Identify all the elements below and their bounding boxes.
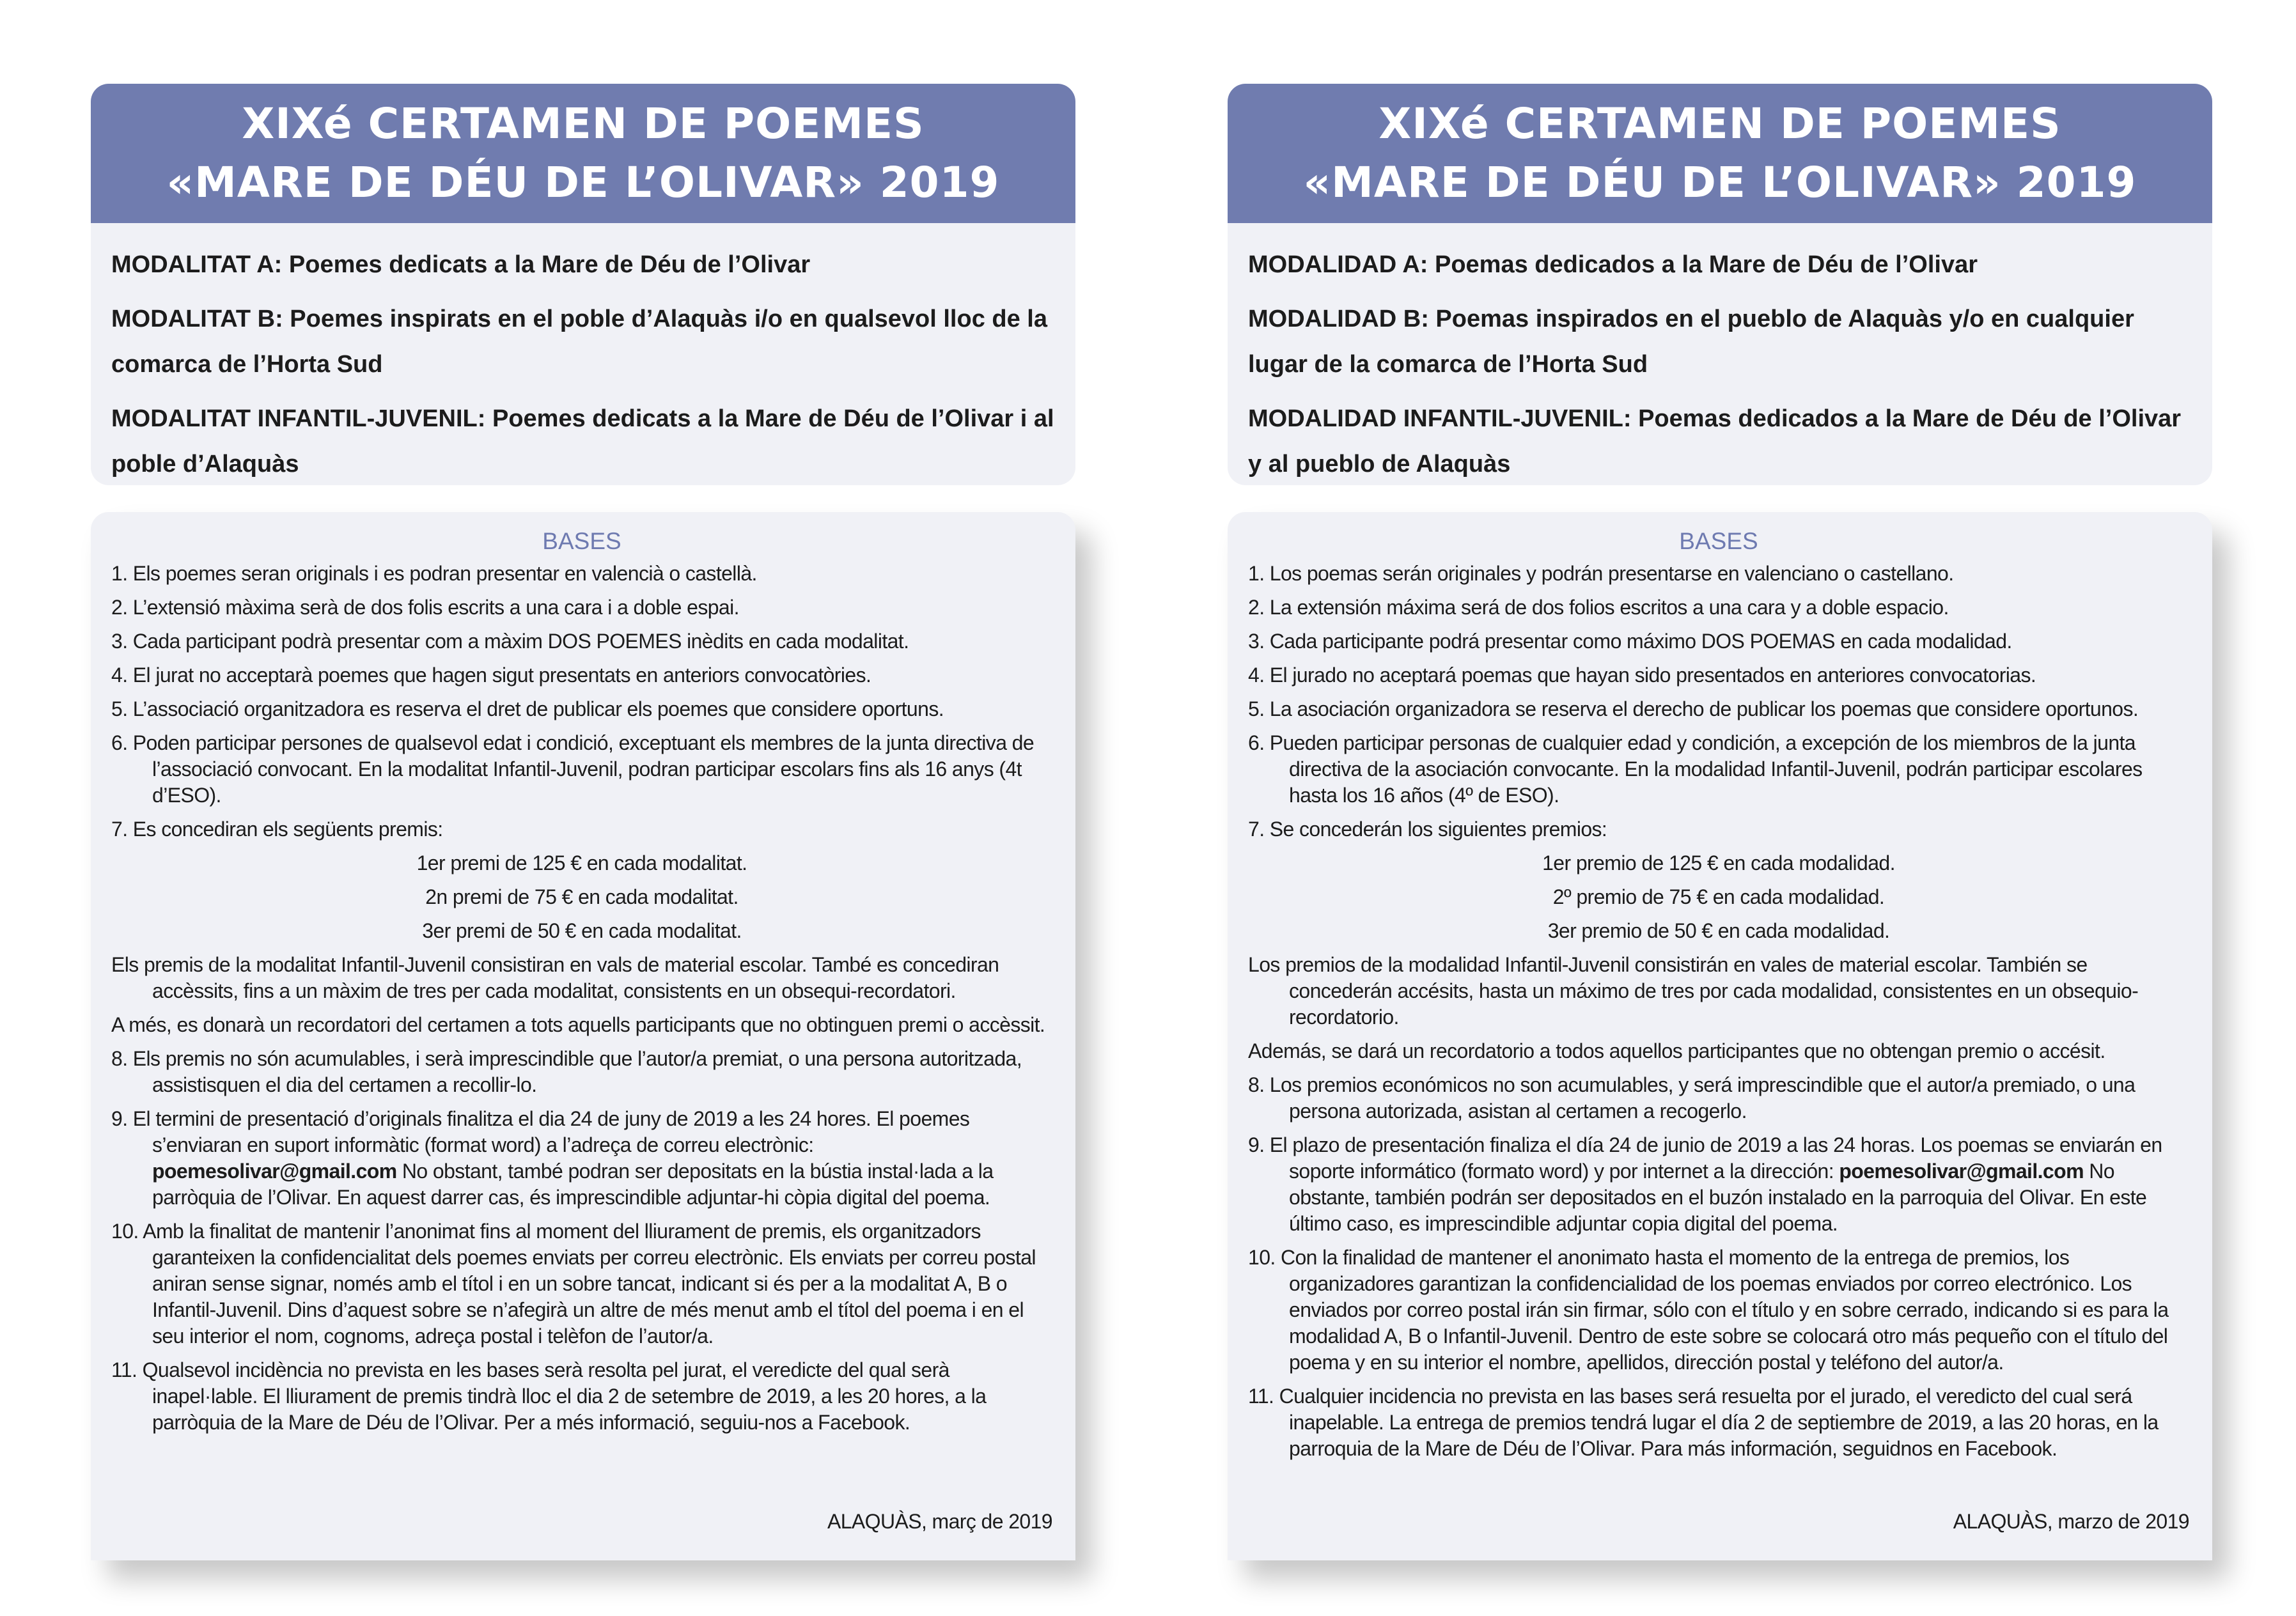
base-item-3: 3. Cada participant podrà presentar com a màxim DOS POEMES inèdits en cada modalitat. [111, 630, 909, 653]
base-item-9 [111, 1106, 1052, 1211]
place-date: ALAQUÀS, març de 2019 [827, 1510, 1052, 1533]
modality-a-label: MODALITAT A: [111, 251, 283, 278]
modality-infantil [1248, 396, 2193, 487]
base-item-1: 1. Los poemas serán originales y podrán presentarse en valenciano o castellano. [1248, 562, 1954, 585]
modality-b-text: Poemes inspirats en el poble d’Alaquàs i/o en qualsevol lloc de la comarca de l’Horta Sud [111, 306, 1047, 378]
modality-infantil-text: Poemes dedicats a la Mare de Déu de l’Olivar i al poble d’Alaquàs [111, 405, 1054, 478]
modality-a-text: Poemas dedicados a la Mare de Déu de l’Olivar [1428, 251, 1978, 278]
infantil-prizes-paragraph: Els premis de la modalitat Infantil-Juvenil consistiran en vals de material escolar. També es concediran accèssits, fins a un màxim de tres per cada modalitat, consistents en un obsequi-recordatori. [111, 953, 999, 1002]
title-line-2: «MARE DE DÉU DE L’OLIVAR» 2019 [1303, 158, 2137, 207]
base-item-5: 5. La asociación organizadora se reserva el derecho de publicar los poemas que considere oportunos. [1248, 697, 2139, 720]
base-item-8: 8. Los premios económicos no son acumulables, y será imprescindible que el autor/a premiado, o una persona autorizada, asistan al certamen a recogerlo. [1248, 1073, 2136, 1123]
base-item-8: 8. Els premis no són acumulables, i serà imprescindible que l’autor/a premiat, o una persona autoritzada, assistisquen el dia del certamen a recollir-lo. [111, 1047, 1022, 1096]
modality-infantil-label: MODALITAT INFANTIL-JUVENIL: [111, 405, 486, 432]
base-item-10: 10. Con la finalidad de mantener el anonimato hasta el momento de la entrega de premios, los organizadores garantizan la confidencialidad de los poemas enviados por correo electrónico. Los enviados por correo postal irán sin firmar, sólo con el título y en sobre cerrado, indicando si es para la modalidad A, B o Infantil-Juvenil. Dentro de este sobre se colocará otro más pequeño con el título del poema y en su interior el nombre, apellidos, dirección postal y teléfono del autor/a. [1248, 1246, 2169, 1374]
modality-infantil-text: Poemas dedicados a la Mare de Déu de l’Olivar y al pueblo de Alaquàs [1248, 405, 2182, 478]
base-item-9-text-a: 9. El plazo de presentación finaliza el día 24 de junio de 2019 a las 24 horas. Los poemas se enviarán en soporte informático (formato word) y por internet a la dirección: [1248, 1133, 2162, 1183]
base-item-5: 5. L’associació organitzadora es reserva el dret de publicar els poemes que considere oportuns. [111, 697, 944, 720]
bases-title: BASES [542, 528, 621, 554]
modality-infantil-label: MODALIDAD INFANTIL-JUVENIL: [1248, 405, 1632, 432]
base-item-11: 11. Qualsevol incidència no prevista en les bases serà resolta pel jurat, el veredicte del qual serà inapel·lable. El lliurament de premis tindrà lloc el dia 2 de setembre de 2019, a les 20 hores, a la parròquia de la Mare de Déu de l’Olivar. Per a més informació, seguiu-nos a Facebook. [111, 1358, 987, 1434]
base-item-9-text-b: No obstant, també podran ser depositats en la bústia instal·lada a la parròquia de l’Olivar. En aquest darrer cas, és imprescindible adjuntar-hi còpia digital del poema. [152, 1160, 994, 1209]
prize-second: 2º premio de 75 € en cada modalidad. [1552, 885, 1885, 908]
title-line-1: XIXé CERTAMEN DE POEMES [242, 99, 925, 148]
base-item-3: 3. Cada participante podrá presentar como máximo DOS POEMAS en cada modalidad. [1248, 630, 2012, 653]
flyer-valencian [91, 84, 1075, 1533]
contact-email[interactable]: poemesolivar@gmail.com [1839, 1160, 2084, 1183]
modality-infantil [111, 396, 1056, 487]
base-item-2: 2. L’extensió màxima serà de dos folis escrits a una cara i a doble espai. [111, 596, 739, 619]
prize-third: 3er premio de 50 € en cada modalidad. [1547, 919, 1890, 942]
base-item-11: 11. Cualquier incidencia no prevista en las bases será resuelta por el jurado, el veredicto del cual será inapelable. La entrega de premios tendrá lugar el día 2 de septiembre de 2019, a las 20 horas, en la parroquia de la Mare de Déu de l’Olivar. Para más información, seguidnos en Facebook. [1248, 1385, 2159, 1460]
modality-b [111, 297, 1056, 387]
prize-first: 1er premi de 125 € en cada modalitat. [416, 851, 747, 874]
base-item-1: 1. Els poemes seran originals i es podran presentar en valencià o castellà. [111, 562, 757, 585]
modality-b-text: Poemas inspirados en el pueblo de Alaquàs y/o en cualquier lugar de la comarca de l’Horta Sud [1248, 306, 2134, 378]
contact-email[interactable]: poemesolivar@gmail.com [152, 1160, 397, 1183]
bases-panel [91, 512, 1075, 1560]
base-item-4: 4. El jurado no aceptará poemas que hayan sido presentados en anteriores convocatorias. [1248, 664, 2036, 687]
recordatorio-paragraph: Además, se dará un recordatorio a todos aquellos participantes que no obtengan premio o accésit. [1248, 1039, 2105, 1062]
bases-panel [1228, 512, 2212, 1560]
flyer-header [91, 84, 1075, 223]
prize-first: 1er premio de 125 € en cada modalidad. [1542, 851, 1895, 874]
base-item-6: 6. Poden participar persones de qualsevol edat i condició, exceptuant els membres de la junta directiva de l’associació convocant. En la modalitat Infantil-Juvenil, podran participar escolars fins als 16 anys (4t d’ESO). [111, 731, 1035, 807]
base-item-6: 6. Pueden participar personas de cualquier edad y condición, a excepción de los miembros de la junta directiva de la asociación convocante. En la modalidad Infantil-Juvenil, podrán participar escolares hasta los 16 años (4º de ESO). [1248, 731, 2143, 807]
base-item-10: 10. Amb la finalitat de mantenir l’anonimat fins al moment del lliurament de premis, els organitzadors garanteixen la confidencialitat dels poemes enviats per correu electrònic. Els enviats per correu postal aniran sense signar, només amb el títol i en un sobre tancat, indicant si és per a la modalitat A, B o Infantil-Juvenil. Dins d’aquest sobre se n’afegirà un altre de més menut amb el títol del poema i en el seu interior el nom, cognoms, adreça postal i telèfon de l’autor/a. [111, 1220, 1036, 1348]
modality-a [1248, 242, 2193, 288]
title-line-1: XIXé CERTAMEN DE POEMES [1378, 99, 2061, 148]
prize-third: 3er premi de 50 € en cada modalitat. [422, 919, 742, 942]
recordatori-paragraph: A més, es donarà un recordatori del certamen a tots aquells participants que no obtinguen premi o accèssit. [111, 1013, 1045, 1036]
bases-title: BASES [1679, 528, 1758, 554]
title-line-2: «MARE DE DÉU DE L’OLIVAR» 2019 [166, 158, 1000, 207]
place-date: ALAQUÀS, marzo de 2019 [1953, 1510, 2189, 1533]
base-item-2: 2. La extensión máxima será de dos folios escritos a una cara y a doble espacio. [1248, 596, 1949, 619]
flyer-header [1228, 84, 2212, 223]
base-item-9 [1248, 1132, 2189, 1237]
modalities-panel [1228, 223, 2212, 485]
modality-a-text: Poemes dedicats a la Mare de Déu de l’Olivar [282, 251, 811, 278]
infantil-prizes-paragraph: Los premios de la modalidad Infantil-Juvenil consistirán en vales de material escolar. También se concederán accésits, hasta un máximo de tres por cada modalidad, consistentes en un obsequio-recordatorio. [1248, 953, 2139, 1029]
modality-b-label: MODALIDAD B: [1248, 306, 1429, 332]
base-item-9-text-b: No obstante, también podrán ser depositados en el buzón instalado en la parroquia del Olivar. En este último caso, es imprescindible adjuntar copia digital del poema. [1289, 1160, 2147, 1235]
modalities-panel [91, 223, 1075, 485]
modality-a [111, 242, 1056, 288]
base-item-4: 4. El jurat no acceptarà poemes que hagen sigut presentats en anteriors convocatòries. [111, 664, 871, 687]
base-item-7: 7. Se concederán los siguientes premios: [1248, 818, 1607, 841]
modality-a-label: MODALIDAD A: [1248, 251, 1428, 278]
base-item-7: 7. Es concediran els següents premis: [111, 818, 443, 841]
flyer-spanish [1228, 84, 2212, 1533]
base-item-9-text-a: 9. El termini de presentació d’originals finalitza el dia 24 de juny de 2019 a les 24 hores. El poemes s’enviaran en suport informàtic (format word) a l’adreça de correu electrònic: [111, 1107, 970, 1156]
modality-b [1248, 297, 2193, 387]
prize-second: 2n premi de 75 € en cada modalitat. [425, 885, 738, 908]
modality-b-label: MODALITAT B: [111, 306, 283, 332]
